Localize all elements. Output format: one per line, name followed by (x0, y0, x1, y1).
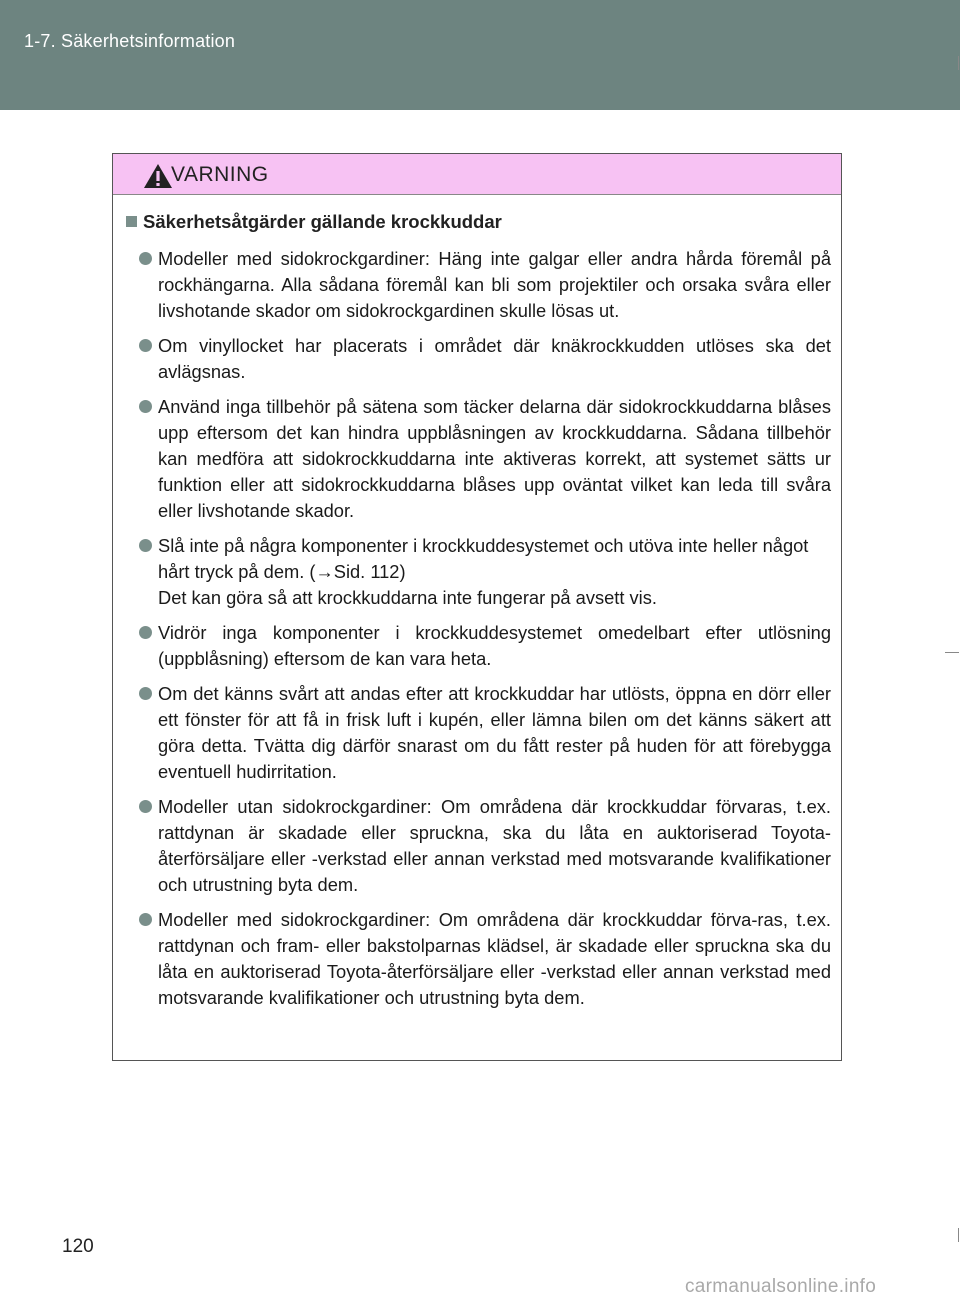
page-number: 120 (62, 1236, 94, 1257)
list-item-text: Modeller med sidokrockgardiner: Häng inte galgar eller andra hårda föremål på rockhängarna. Alla sådana föremål kan bli som projektiler och orsaka svåra eller livshotande skador om sidokrockgardinen skulle lösas ut. (158, 248, 831, 321)
warning-triangle-icon (143, 163, 173, 189)
circle-bullet-icon (139, 913, 152, 926)
warning-box (112, 153, 842, 1061)
circle-bullet-icon (139, 539, 152, 552)
list-item (137, 246, 831, 324)
list-item-text: Modeller utan sidokrockgardiner: Om områdena där krockkuddar förvaras, t.ex. rattdynan är skadade eller spruckna, ska du låta en auktoriserad Toyota-återförsäljare eller -verkstad eller annan verkstad med motsvarande kvalifikationer och utrustning byta dem. (158, 796, 831, 895)
list-item-text: Använd inga tillbehör på sätena som täcker delarna där sidokrockkuddarna blåses upp eftersom det kan hindra uppblåsningen av krockkuddarna. Sådana tillbehör kan medföra att sidokrockkuddarna inte aktiveras korrekt, att systemet sätts ur funktion eller att sidokrockkuddarna blåses upp oväntat vilket kan leda till svåra eller livshotande skador. (158, 396, 831, 521)
watermark: carmanualsonline.info (685, 1276, 877, 1297)
list-item (137, 533, 831, 611)
warning-header (113, 154, 841, 195)
list-item-text: Vidrör inga komponenter i krockkuddesystemet omedelbart efter utlösning (uppblåsning) eftersom de kan vara heta. (158, 622, 831, 669)
section-heading-text: Säkerhetsåtgärder gällande krockkuddar (143, 211, 502, 232)
list-item-text: Slå inte på några komponenter i krockkuddesystemet och utöva inte heller något hårt tryck på dem. (→Sid. 112) Det kan göra så att krockkuddarna inte fungerar på avsett vis. (158, 535, 809, 608)
crop-mark (958, 56, 959, 70)
circle-bullet-icon (139, 252, 152, 265)
circle-bullet-icon (139, 626, 152, 639)
warning-title: VARNING (171, 163, 269, 186)
list-item (137, 907, 831, 1011)
header-bar (0, 0, 960, 110)
list-item-text: Om vinyllocket har placerats i området där knäkrockkudden utlöses ska det avlägsnas. (158, 335, 831, 382)
section-title: 1-7. Säkerhetsinformation (24, 31, 236, 51)
square-bullet-icon (126, 216, 137, 227)
list-item-text: Modeller med sidokrockgardiner: Om områdena där krockkuddar förva-ras, t.ex. rattdynan och fram- eller bakstolparnas klädsel, är skadade eller spruckna ska du låta en auktoriserad Toyota-återförsäljare eller -verkstad eller annan verkstad med motsvarande kvalifikationer och utrustning byta dem. (158, 909, 831, 1008)
list-item (137, 681, 831, 785)
crop-mark (958, 1228, 959, 1242)
list-item (137, 794, 831, 898)
list-item (137, 394, 831, 524)
list-item (137, 620, 831, 672)
bullet-list (137, 246, 831, 1020)
circle-bullet-icon (139, 687, 152, 700)
circle-bullet-icon (139, 400, 152, 413)
list-item (137, 333, 831, 385)
list-item-text: Om det känns svårt att andas efter att krockkuddar har utlösts, öppna en dörr eller ett fönster för att få in frisk luft i kupén, eller lämna bilen om det känns säkert att göra detta. Tvätta dig därför snarast om du fått rester på huden för att förebygga eventuell hudirritation. (158, 683, 831, 782)
circle-bullet-icon (139, 339, 152, 352)
circle-bullet-icon (139, 800, 152, 813)
section-heading (126, 211, 502, 233)
crop-mark (945, 652, 959, 653)
